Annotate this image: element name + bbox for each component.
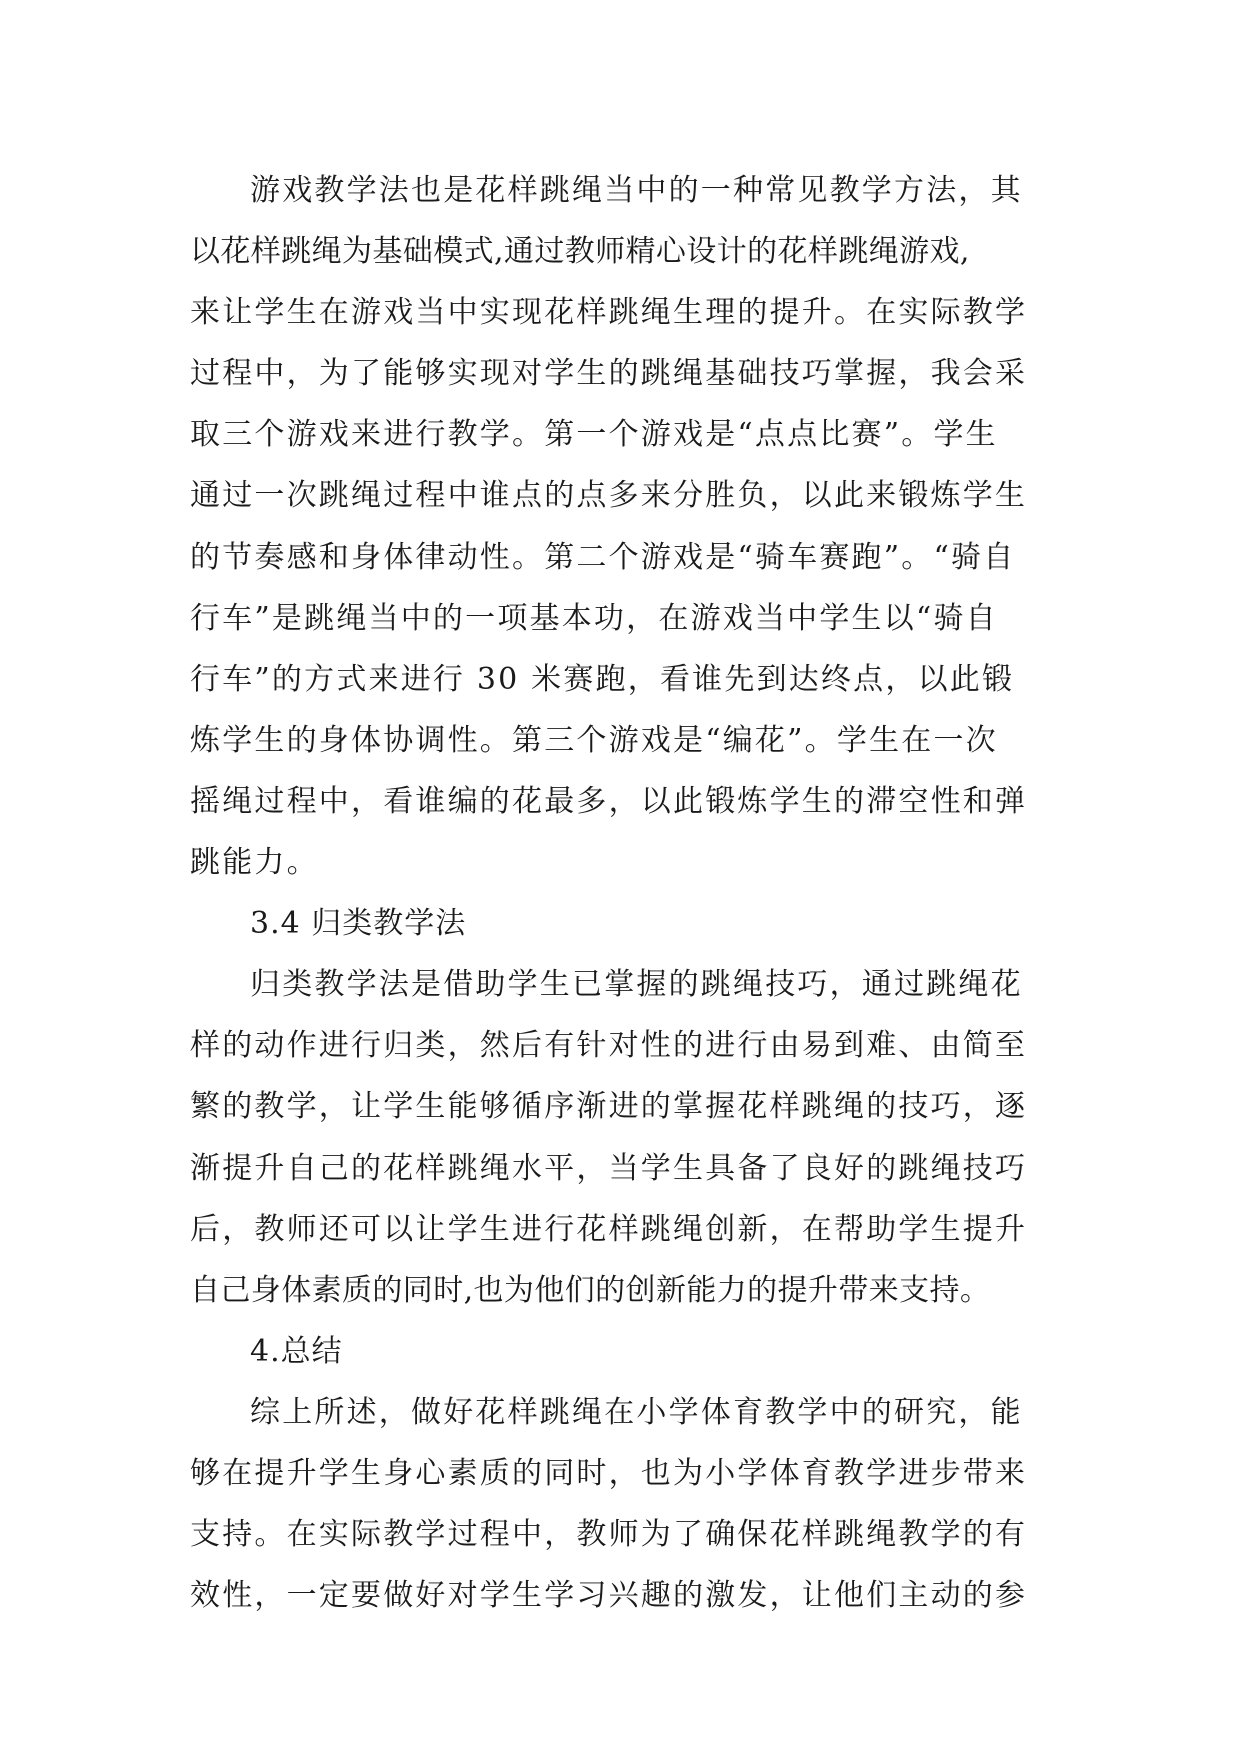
paragraph-line: 行车”是跳绳当中的一项基本功，在游戏当中学生以“骑自 [190,600,998,636]
paragraph-line: 以花样跳绳为基础模式,通过教师精心设计的花样跳绳游戏, [190,234,970,270]
paragraph-line: 游戏教学法也是花样跳绳当中的一种常见教学方法，其 [250,173,1023,208]
paragraph-line: 炼学生的身体协调性。第三个游戏是“编花”。学生在一次 [190,722,998,758]
paragraph-line: 取三个游戏来进行教学。第一个游戏是“点点比赛”。学生 [190,417,998,453]
paragraph-line: 的节奏感和身体律动性。第二个游戏是“骑车赛跑”。“骑自 [190,539,1016,575]
paragraph-line: 综上所述，做好花样跳绳在小学体育教学中的研究，能 [250,1394,1023,1430]
paragraph-line: 后，教师还可以让学生进行花样跳绳创新，在帮助学生提升 [190,1211,1028,1247]
paragraph-line: 过程中，为了能够实现对学生的跳绳基础技巧掌握，我会采 [190,356,1028,392]
section-heading: 3.4 归类教学法 [250,906,467,942]
section-heading: 4.总结 [250,1333,343,1369]
paragraph-line: 自己身体素质的同时,也为他们的创新能力的提升带来支持。 [190,1272,991,1308]
document-body [190,160,1080,1626]
paragraph-line: 归类教学法是借助学生已掌握的跳绳技巧，通过跳绳花 [250,967,1023,1003]
paragraph-line: 行车”的方式来进行 30 米赛跑，看谁先到达终点，以此锻 [190,661,1015,697]
paragraph-line: 够在提升学生身心素质的同时，也为小学体育教学进步带来 [190,1455,1028,1491]
paragraph-line: 跳能力。 [190,845,319,881]
paragraph-line: 支持。在实际教学过程中，教师为了确保花样跳绳教学的有 [190,1517,1028,1553]
paragraph-line: 通过一次跳绳过程中谁点的点多来分胜负，以此来锻炼学生 [190,478,1028,514]
paragraph-line: 渐提升自己的花样跳绳水平，当学生具备了良好的跳绳技巧 [190,1150,1028,1186]
paragraph-line: 摇绳过程中，看谁编的花最多，以此锻炼学生的滞空性和弹 [190,783,1028,819]
paragraph-line: 样的动作进行归类，然后有针对性的进行由易到难、由简至 [190,1028,1028,1064]
paragraph-line: 繁的教学，让学生能够循序渐进的掌握花样跳绳的技巧，逐 [190,1089,1028,1125]
paragraph-line: 效性，一定要做好对学生学习兴趣的激发，让他们主动的参 [190,1578,1028,1614]
paragraph-line: 来让学生在游戏当中实现花样跳绳生理的提升。在实际教学 [190,295,1028,331]
